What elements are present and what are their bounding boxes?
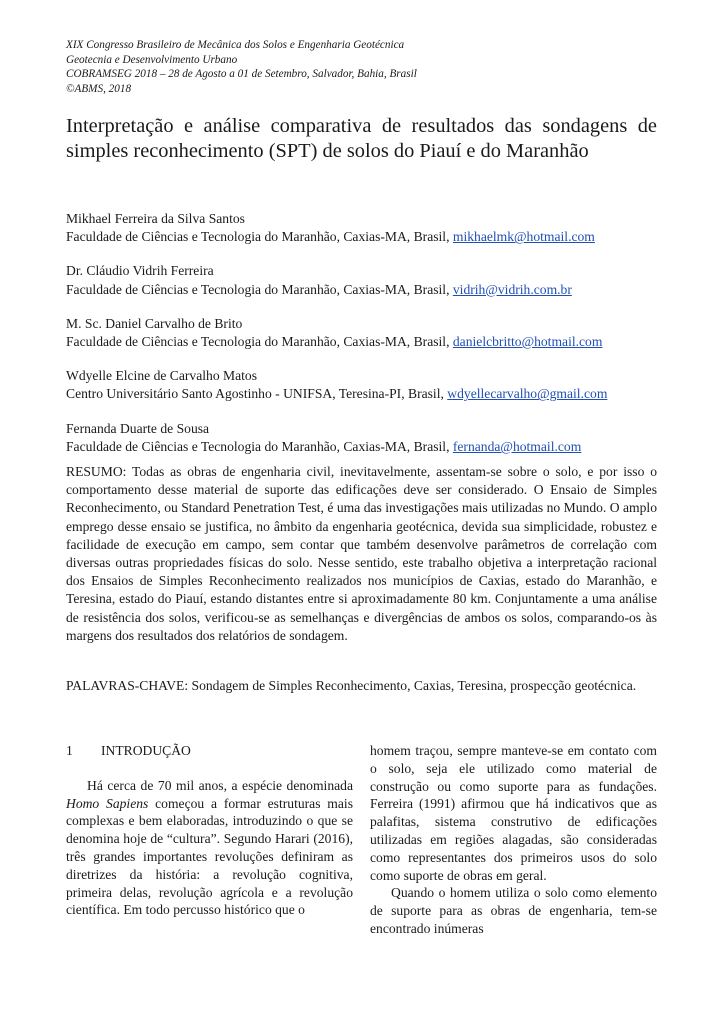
paragraph: Quando o homem utiliza o solo como elemento de suporte para as obras de engenharia, tem-se encontrado inúmeras (370, 885, 657, 936)
author-email-link[interactable]: vidrih@vidrih.com.br (452, 281, 572, 297)
author-affiliation (66, 438, 666, 456)
author-email-link[interactable]: mikhaelmk@hotmail.com (452, 229, 595, 245)
affiliation-text: Faculdade de Ciências e Tecnologia do Maranhão, Caxias-MA, Brasil, (66, 438, 453, 454)
author-name: Dr. Cláudio Vidrih Ferreira (66, 263, 214, 279)
author-name: Fernanda Duarte de Sousa (66, 420, 210, 436)
left-column (66, 742, 353, 919)
author-email-link[interactable]: wdyellecarvalho@gmail.com (447, 386, 608, 402)
author-block (66, 262, 666, 299)
intro-paragraph (66, 777, 353, 919)
keywords: PALAVRAS-CHAVE: Sondagem de Simples Reconhecimento, Caxias, Teresina, prospecção geotécnica. (66, 678, 637, 693)
author-affiliation (66, 385, 666, 403)
author-email-link[interactable]: fernanda@hotmail.com (452, 438, 582, 454)
author-block (66, 210, 666, 247)
header-line-event: COBRAMSEG 2018 – 28 de Agosto a 01 de Setembro, Salvador, Bahia, Brasil (66, 68, 417, 81)
header-line-theme: Geotecnia e Desenvolvimento Urbano (66, 53, 238, 66)
affiliation-text: Faculdade de Ciências e Tecnologia do Maranhão, Caxias-MA, Brasil, (66, 334, 453, 350)
paragraph-continued: homem traçou, sempre manteve-se em contato com o solo, seja ele utilizado como material de construção ou como suporte para as fundações. Ferreira (1991) afirmou que há indicativos que as palafitas, sistema construtivo de edificações utilizadas em regiões alagadas, são consideradas como representantes dos primeiros usos do solo como suporte de obras em geral. (370, 743, 657, 883)
author-affiliation (66, 281, 666, 299)
paragraph-text: começou a formar estruturas mais complexas e bem elaboradas, introduzindo o que se denomina hoje de “cultura”. Segundo Harari (2016), três grandes importantes revoluções definiram as diretrizes da história: a revolução cognitiva, primeira delas, revolução agrícola e a revolução científica. Em todo percusso histórico que o (66, 795, 353, 918)
author-list (66, 210, 666, 472)
author-block (66, 420, 666, 457)
author-email-link[interactable]: danielcbritto@hotmail.com (452, 334, 603, 350)
affiliation-text: Centro Universitário Santo Agostinho - UNIFSA, Teresina-PI, Brasil, (66, 386, 448, 402)
section-heading (66, 742, 353, 760)
affiliation-text: Faculdade de Ciências e Tecnologia do Maranhão, Caxias-MA, Brasil, (66, 229, 453, 245)
header-line-copyright: ©ABMS, 2018 (66, 82, 132, 95)
author-block (66, 315, 666, 352)
section-title: INTRODUÇÃO (101, 743, 191, 758)
species-name: Homo Sapiens (66, 795, 149, 811)
conference-header (66, 38, 666, 96)
author-affiliation (66, 228, 666, 246)
header-line-congress: XIX Congresso Brasileiro de Mecânica dos Solos e Engenharia Geotécnica (66, 39, 405, 51)
affiliation-text: Faculdade de Ciências e Tecnologia do Maranhão, Caxias-MA, Brasil, (66, 281, 453, 297)
author-affiliation (66, 333, 666, 351)
author-name: M. Sc. Daniel Carvalho de Brito (66, 315, 243, 331)
section-number: 1 (66, 743, 73, 758)
author-name: Mikhael Ferreira da Silva Santos (66, 211, 245, 226)
author-name: Wdyelle Elcine de Carvalho Matos (66, 368, 258, 384)
paragraph-text: Há cerca de 70 mil anos, a espécie denominada (87, 777, 353, 793)
paper-title: Interpretação e análise comparativa de resultados das sondagens de simples reconhecimento (SPT) de solos do Piauí e do Maranhão (66, 115, 657, 162)
author-block (66, 367, 666, 404)
abstract: RESUMO: Todas as obras de engenharia civil, inevitavelmente, assentam-se sobre o solo, e por isso o comportamento desse material de suporte das edificações deve ser considerado. O Ensaio de Simples Reconhecimento, ou Standard Penetration Test, é uma das investigações mais utilizadas no Mundo. O amplo emprego desse ensaio se justifica, no âmbito da engenharia geotécnica, devida sua simplicidade, robustez e facilidade de execução em campo, sem contar que também desenvolve parâmetros de correlação com diversas outras propriedades físicas do solo. Nesse sentido, este trabalho objetiva a interpretação racional dos Ensaios de Simples Reconhecimento realizados nos municípios de Caxias, estado do Maranhão, e Teresina, estado do Piauí, estando distantes entre si aproximadamente 80 km. Conjuntamente a uma análise de resistência dos solos, verificou-se as semelhanças e divergências de ambos os solos, comparando-os às margens dos resultados dos relatórios de sondagem. (66, 464, 657, 643)
right-column (370, 742, 657, 938)
